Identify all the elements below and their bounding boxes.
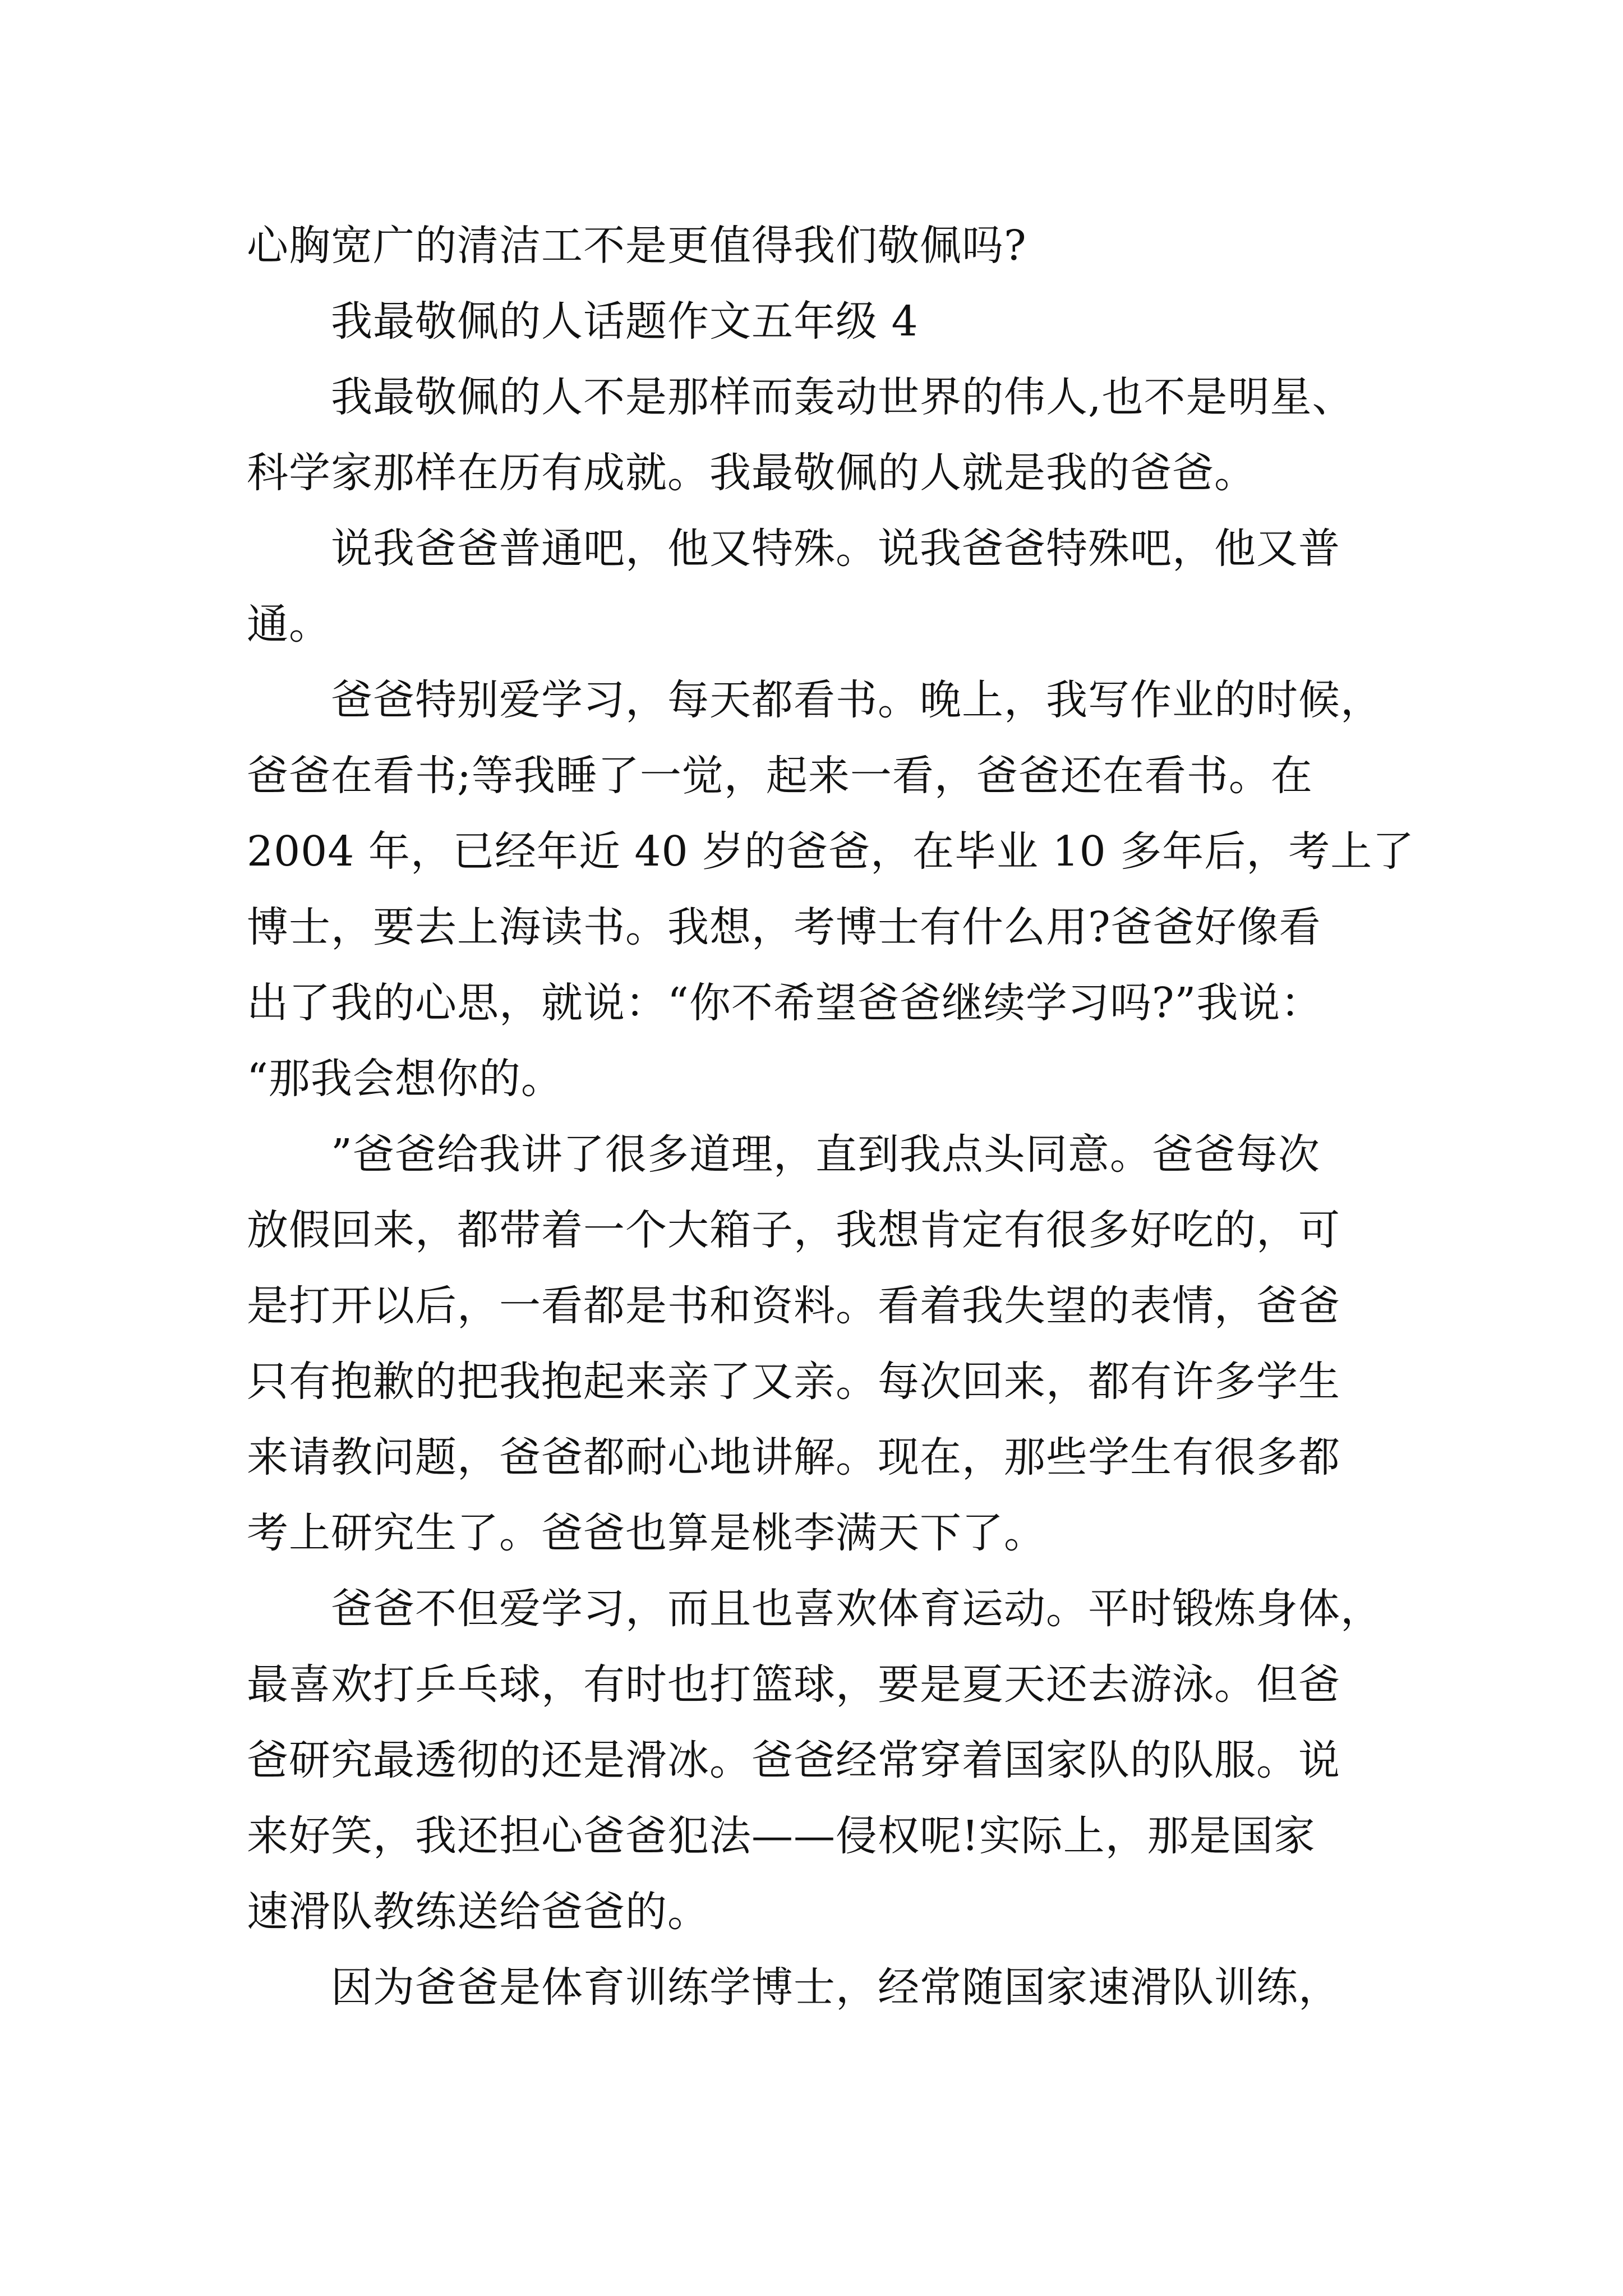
text-line-7: 爸爸特别爱学习，每天都看书。晚上，我写作业的时候，: [331, 676, 1382, 724]
text-line-20: 最喜欢打乒乓球，有时也打篮球，要是夏天还去游泳。但爸: [247, 1660, 1340, 1709]
text-line-19: 爸爸不但爱学习，而且也喜欢体育运动。平时锻炼身体，: [331, 1585, 1382, 1633]
text-line-3: 我最敬佩的人不是那样而轰动世界的伟人,也不是明星、: [331, 373, 1354, 421]
text-line-12: “那我会想你的。: [247, 1055, 563, 1103]
text-line-16: 只有抱歉的把我抱起来亲了又亲。每次回来，都有许多学生: [247, 1358, 1340, 1406]
text-line-23: 速滑队教练送给爸爸的。: [247, 1888, 709, 1936]
text-line-9: 2004 年，已经年近 40 岁的爸爸，在毕业 10 多年后，考上了: [247, 827, 1415, 876]
text-line-21: 爸研究最透彻的还是滑冰。爸爸经常穿着国家队的队服。说: [247, 1736, 1340, 1784]
text-line-24: 因为爸爸是体育训练学博士，经常随国家速滑队训练，: [331, 1963, 1340, 2012]
text-line-1: 心胸宽广的清洁工不是更值得我们敬佩吗?: [247, 222, 1027, 270]
text-line-4: 科学家那样在历有成就。我最敬佩的人就是我的爸爸。: [247, 449, 1256, 497]
text-line-22: 来好笑，我还担心爸爸犯法——侵权呢!实际上，那是国家: [247, 1812, 1316, 1860]
text-line-17: 来请教问题，爸爸都耐心地讲解。现在，那些学生有很多都: [247, 1433, 1340, 1481]
text-line-14: 放假回来，都带着一个大箱子，我想肯定有很多好吃的，可: [247, 1206, 1340, 1254]
text-line-2: 我最敬佩的人话题作文五年级 4: [331, 297, 919, 346]
text-line-5: 说我爸爸普通吧，他又特殊。说我爸爸特殊吧，他又普: [331, 524, 1340, 573]
text-line-13: ”爸爸给我讲了很多道理，直到我点头同意。爸爸每次: [331, 1130, 1320, 1179]
text-line-6: 通。: [247, 600, 331, 648]
text-line-8: 爸爸在看书;等我睡了一觉，起来一看，爸爸还在看书。在: [247, 752, 1313, 800]
text-line-15: 是打开以后，一看都是书和资料。看着我失望的表情，爸爸: [247, 1282, 1340, 1330]
text-line-18: 考上研究生了。爸爸也算是桃李满天下了。: [247, 1509, 1046, 1557]
text-line-11: 出了我的心思，就说：“你不希望爸爸继续学习吗?”我说：: [247, 979, 1323, 1027]
text-line-10: 博士，要去上海读书。我想，考博士有什么用?爸爸好像看: [247, 903, 1321, 951]
